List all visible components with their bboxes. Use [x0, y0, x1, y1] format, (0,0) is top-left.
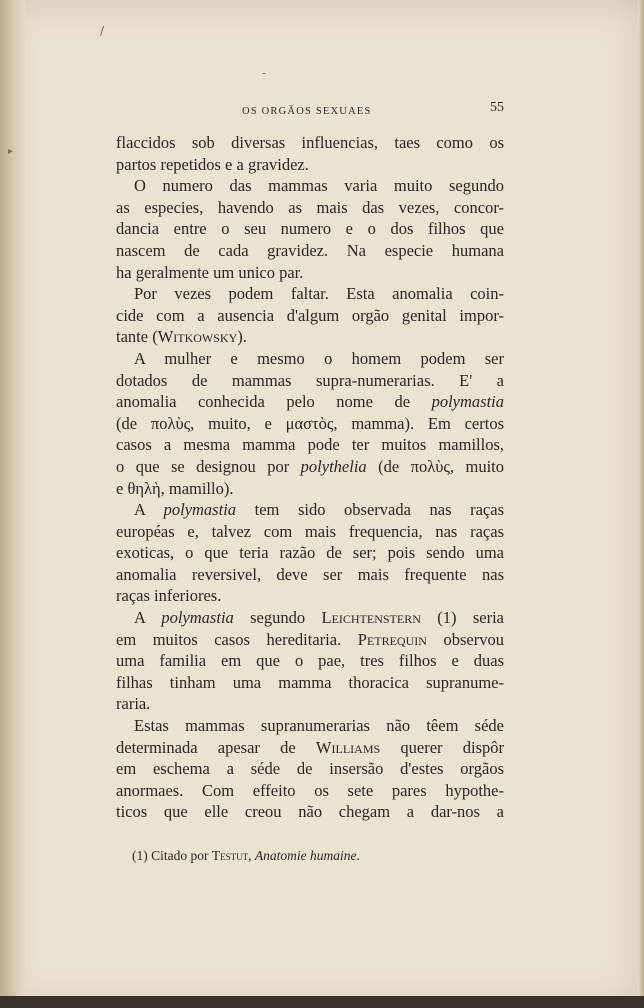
text-line: anomalia reversivel, deve ser mais frequente nas: [116, 564, 504, 584]
text-line: filhas tinham uma mamma thoracica supranume-: [116, 672, 504, 692]
text-line: ticos que elle creou não chegam a dar-nos a: [116, 802, 504, 822]
text-line: casos a mesma mamma pode ter muitos mamillos,: [116, 435, 504, 455]
text-line: dancia entre o seu numero e o dos filhos que: [116, 219, 504, 239]
text-line: flaccidos sob diversas influencias, taes como os: [116, 133, 504, 152]
text-line: em eschema a séde de insersão d'estes orgãos: [116, 759, 504, 779]
text-line: tante (Witkowsky).: [116, 327, 247, 347]
page-number: 55: [490, 100, 504, 115]
footnote: (1) Citado por Testut, Anatomie humaine.: [132, 848, 360, 863]
text-line: uma familia em que o pae, tres filhos e duas: [116, 651, 504, 671]
text-line: e θηλὴ, mamillo).: [116, 478, 234, 498]
text-line: A mulher e mesmo o homem podem ser: [134, 348, 504, 368]
text-line: anomalia conhecida pelo nome de polymastia: [116, 392, 504, 412]
text-line: européas e, talvez com mais frequencia, nas raças: [116, 521, 504, 541]
text-line: as especies, havendo as mais das vezes, concor-: [116, 197, 504, 217]
margin-mark: ▸: [8, 146, 14, 157]
ink-speck: -: [262, 66, 267, 80]
text-line: Por vezes podem faltar. Esta anomalia coin-: [134, 284, 504, 304]
text-line: cide com a ausencia d'algum orgão genital impor-: [116, 305, 504, 325]
text-line: exoticas, o que teria razão de ser; pois sendo uma: [116, 543, 504, 563]
page-edge: [638, 0, 644, 1008]
body-text: [116, 132, 504, 823]
text-line: ha geralmente um unico par.: [116, 262, 304, 282]
text-line: nascem de cada gravidez. Na especie humana: [116, 240, 504, 260]
text-line: Estas mammas supranumerarias não têem séde: [134, 716, 504, 736]
scan-bottom-border: [0, 996, 644, 1008]
text-line: partos repetidos e a gravidez.: [116, 154, 309, 174]
text-line: O numero das mammas varia muito segundo: [134, 176, 504, 196]
text-line: em muitos casos hereditaria. Petrequin observou: [116, 629, 504, 649]
running-title: OS ORGÃOS SEXUAES: [242, 106, 372, 117]
pencil-mark: /: [100, 24, 105, 38]
text-line: dotados de mammas supra-numerarias. E' a: [116, 370, 504, 390]
text-line: o que se designou por polythelia (de πολὺς, muito: [116, 456, 504, 476]
text-line: raria.: [116, 694, 151, 714]
text-line: raças inferiores.: [116, 586, 222, 606]
text-line: anormaes. Com effeito os sete pares hypothe-: [116, 780, 504, 800]
text-line: A polymastia tem sido observada nas raças: [134, 500, 505, 520]
text-line: (de πολὺς, muito, e μαστὸς, mamma). Em certos: [116, 413, 504, 433]
text-line: determinada apesar de Williams querer dispôr: [116, 737, 504, 757]
text-line: A polymastia segundo Leichtenstern (1) seria: [134, 608, 504, 628]
